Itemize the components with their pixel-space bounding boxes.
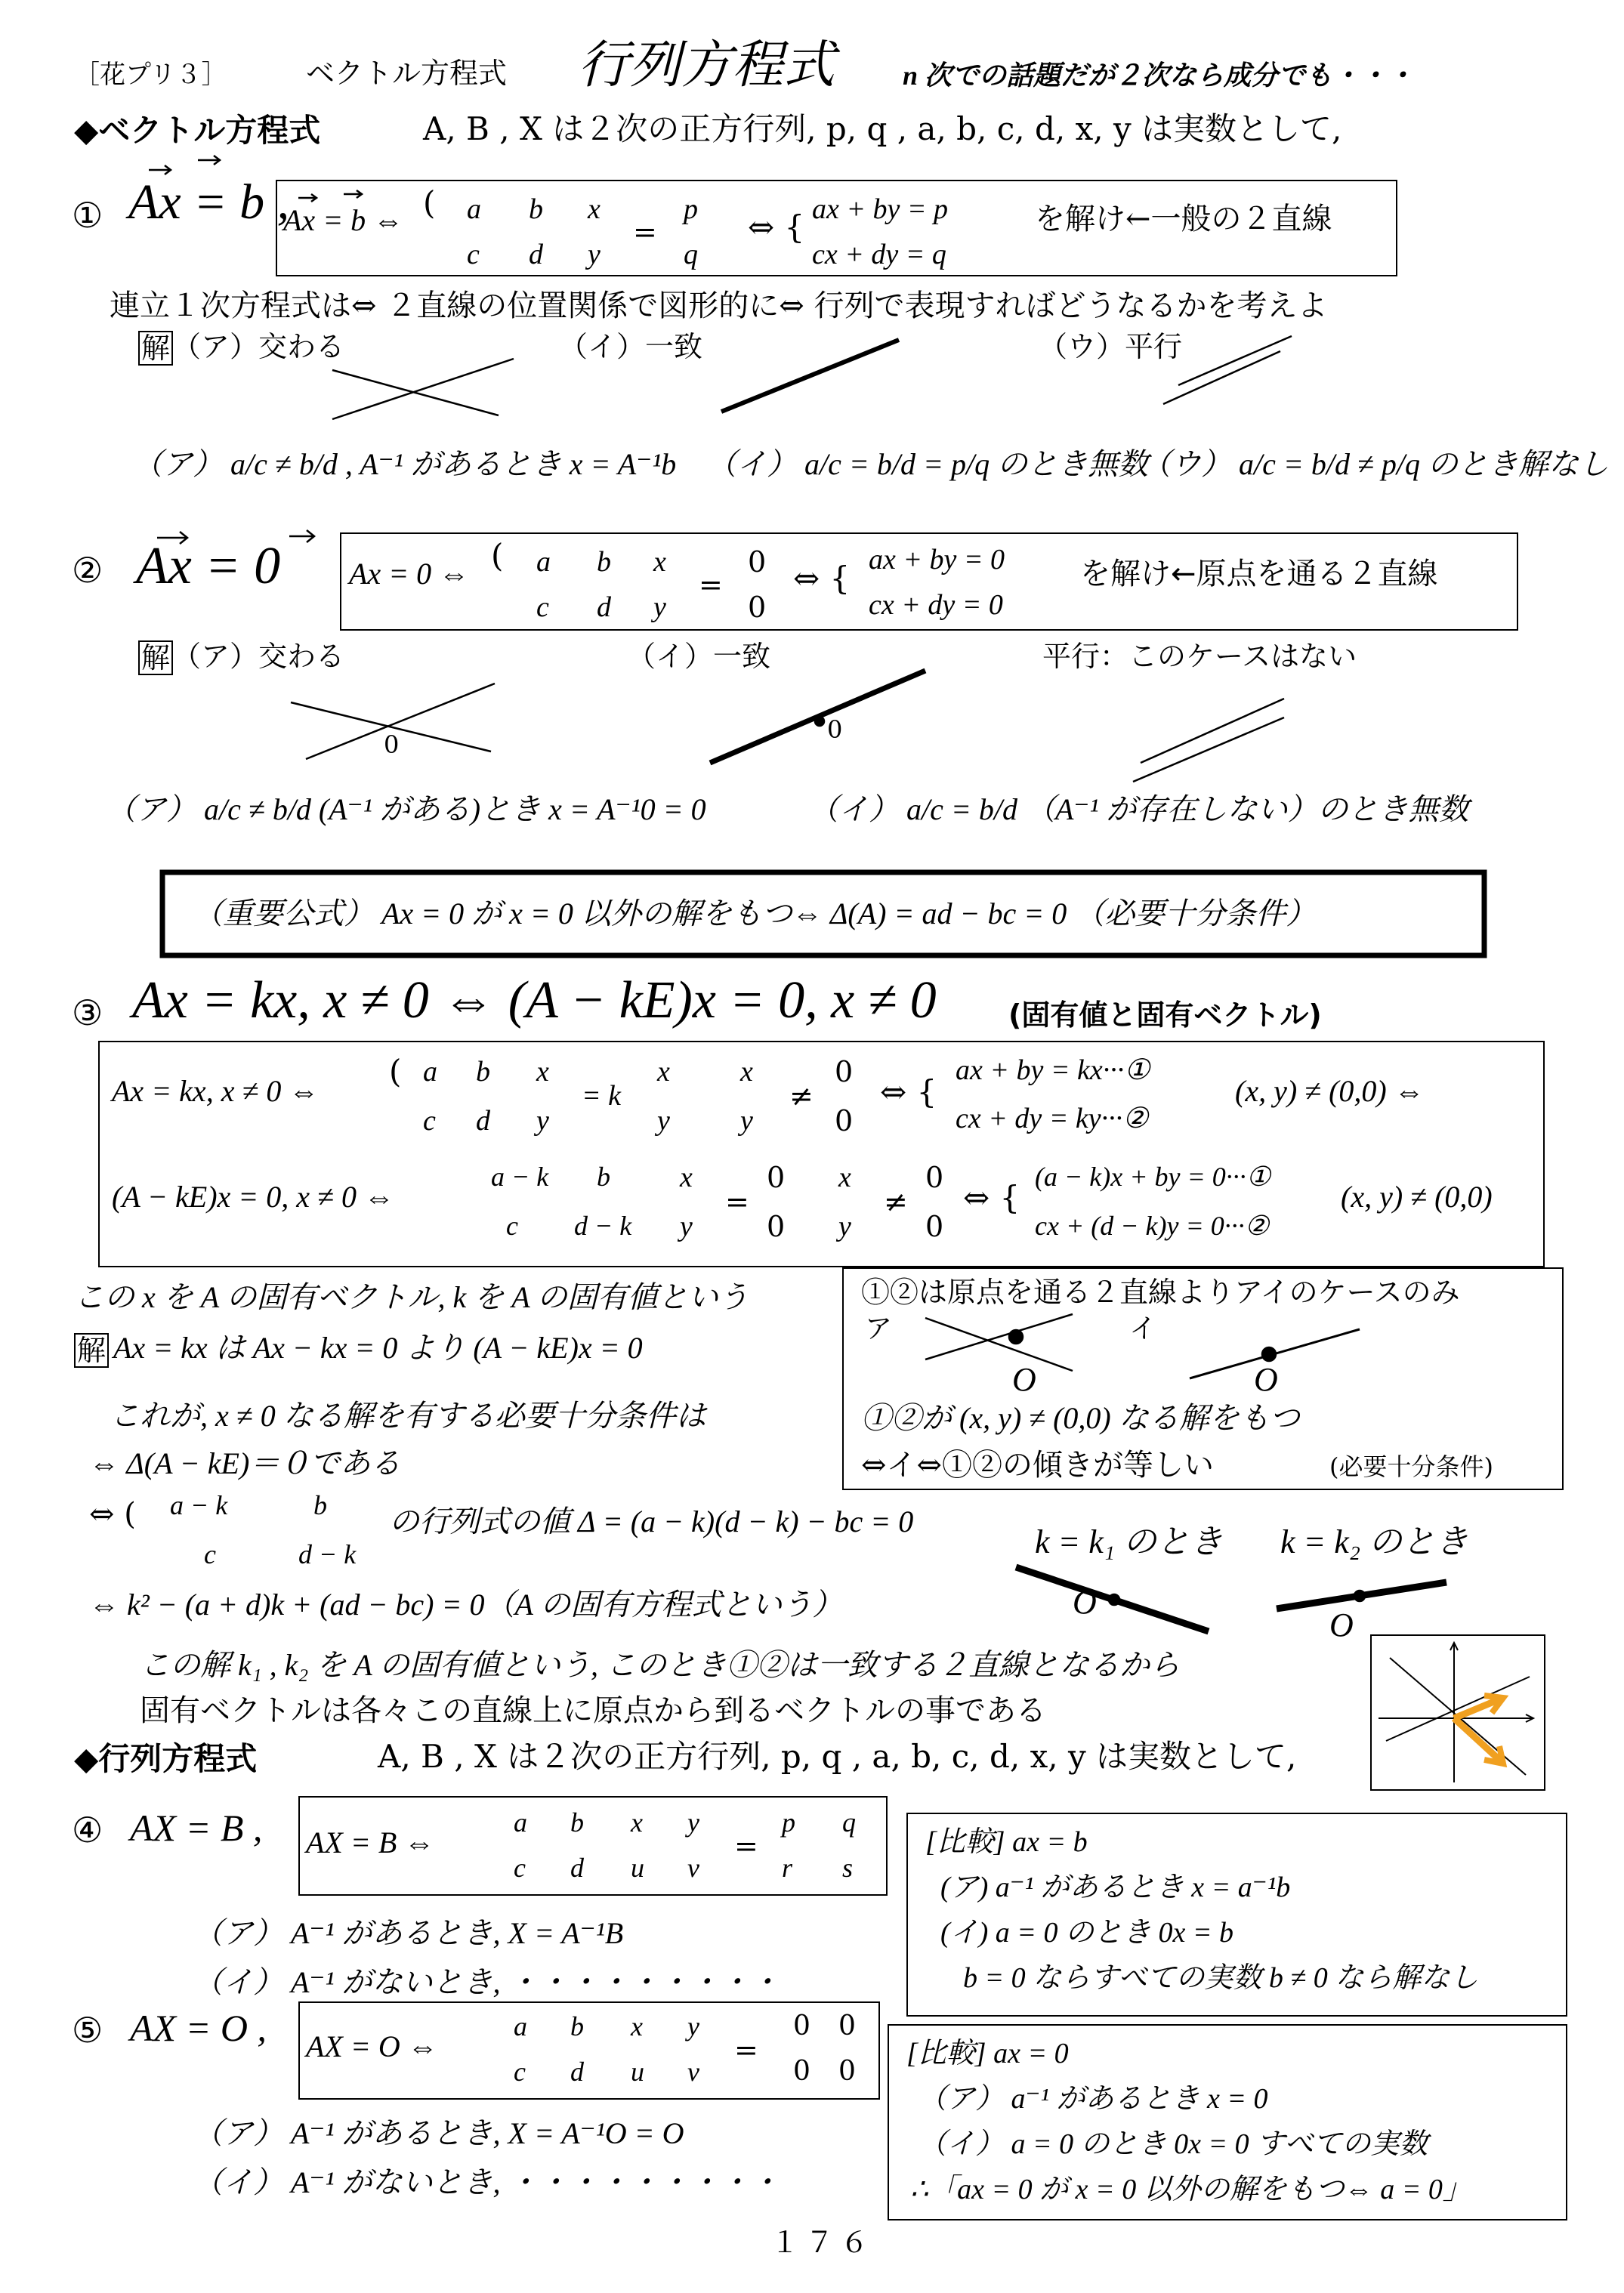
intersect-line-2 — [332, 359, 514, 419]
matrix-bracket: ( — [423, 184, 436, 221]
intersect-line-4 — [306, 684, 495, 759]
source-label: ［花プリ３］ — [74, 60, 227, 90]
subtitle: ベクトル方程式 — [306, 57, 508, 90]
problem-2-equation: Ax = 0 — [136, 537, 281, 595]
page-number: １７６ — [770, 2226, 875, 2259]
parallel-line-3 — [1133, 718, 1284, 782]
problem-3-equation: Ax = kx, x ≠ 0 ⇔ (A − kE)x = 0, x ≠ 0 — [132, 971, 937, 1029]
result-1i: （イ） a/c = b/d = p/q のとき無数 — [706, 447, 1149, 481]
kai-label-3: 解 — [74, 1333, 109, 1368]
section-heading-matrix: ◆行列方程式 — [74, 1740, 258, 1777]
result-1a: （ア） a/c ≠ b/d , A⁻¹ があるとき x = A⁻¹b — [132, 447, 677, 481]
result-2i: （イ） a/c = b/d （A⁻¹ が存在しない）のとき無数 — [808, 792, 1469, 826]
eigen-definition: この x を A の固有ベクトル, k を A の固有値という — [74, 1280, 749, 1314]
intersect-line-1 — [332, 370, 499, 415]
page-title: 行列方程式 — [578, 36, 835, 94]
section-condition: A, B , X は２次の正方行列, p, q , a, b, c, d, x, y は実数として, — [423, 110, 1342, 147]
problem-number-5: ⑤ — [72, 2010, 103, 2051]
header-note: n 次での話題だが２次なら成分でも・・・ — [903, 60, 1415, 91]
result-1u: （ウ） a/c = b/d ≠ p/q のとき解なし — [1141, 447, 1610, 481]
kai-label: 解 — [138, 331, 173, 366]
coincide-line — [721, 340, 899, 412]
problem-1-intro: 連立１次方程式は⇔ ２直線の位置関係で図形的に⇔ 行列で表現すればどうなるかを考えよ — [110, 289, 1328, 323]
problem-number-3: ③ — [72, 992, 103, 1033]
problem-number-1: ① — [72, 195, 103, 236]
problem-number-4: ④ — [72, 1810, 103, 1850]
important-formula: （重要公式） Ax = 0 が x = 0 以外の解をもつ⇔ Δ(A) = ad − bc = 0 （必要十分条件） — [193, 897, 1317, 930]
section-heading-vector: ◆ベクトル方程式 — [74, 112, 321, 149]
problem-number-2: ② — [72, 550, 103, 591]
kai-label-2: 解 — [138, 640, 173, 675]
parallel-line-4 — [1141, 699, 1284, 763]
problem-1-equation: Ax = b , — [128, 174, 290, 230]
origin-dot — [815, 717, 824, 726]
parallel-line-2 — [1178, 336, 1292, 385]
eigen-arrow-2 — [1454, 1718, 1499, 1760]
result-2a: （ア） a/c ≠ b/d (A⁻¹ がある)とき x = A⁻¹0 = 0 — [106, 792, 706, 826]
